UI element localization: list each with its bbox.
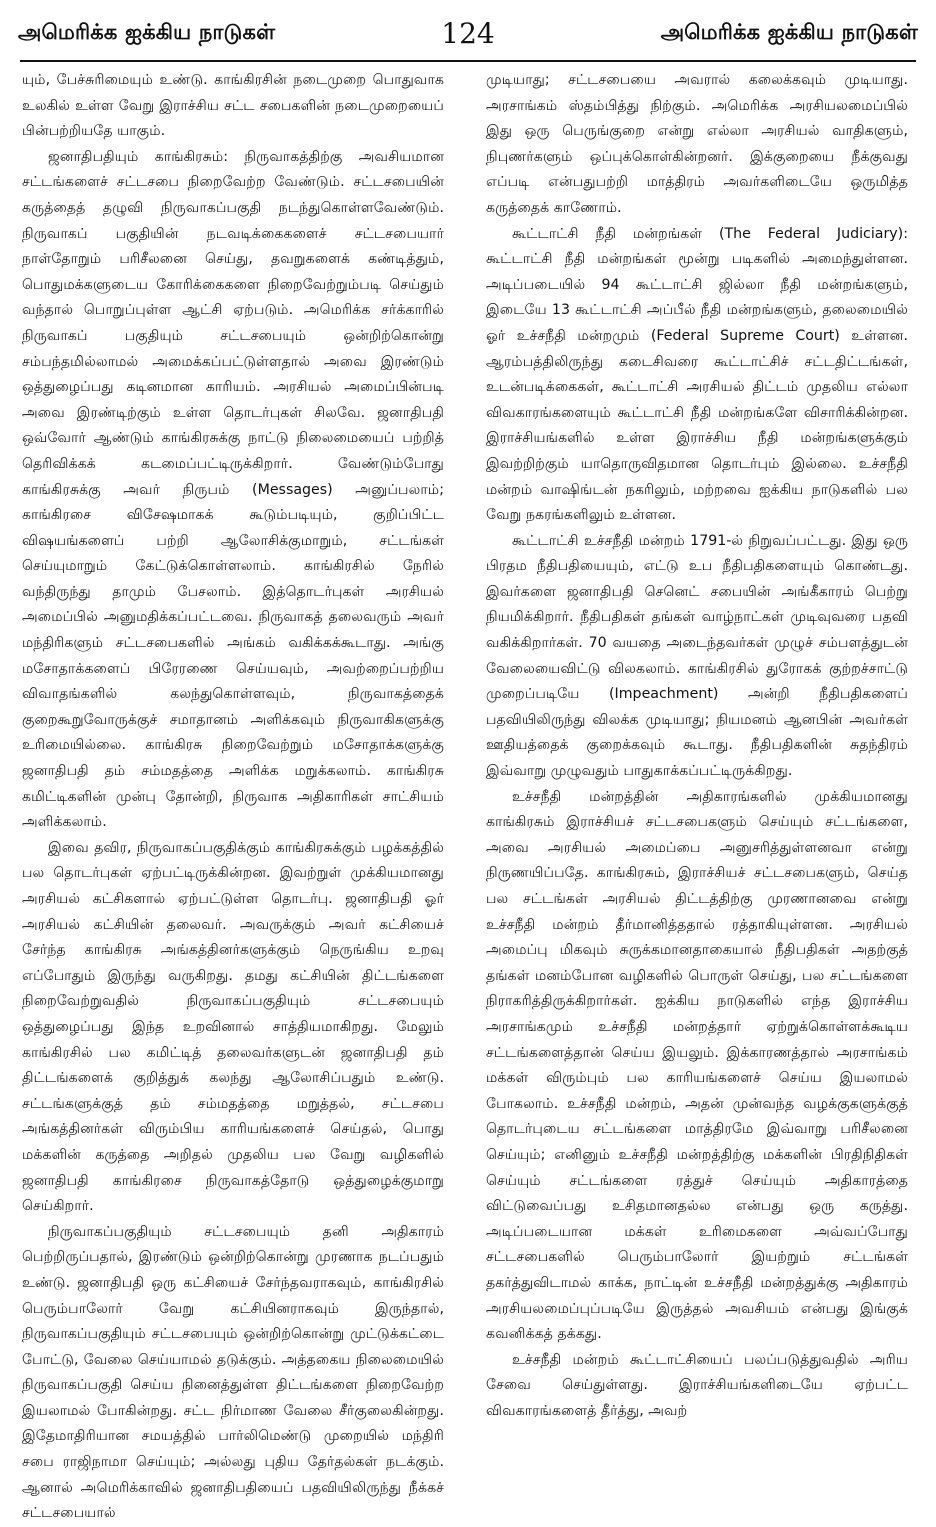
paragraph: கூட்டாட்சி உச்சநீதி மன்றம் 1791-ல் நிறுவப்பட்டது. இது ஒரு பிரதம நீதிபதியையும், எட்டு உப நீதிபதிகளையும் கொண்டது. இவர்களை ஜனாதிபதி செனெட் சபையின் அங்கீகாரம் பெற்று நியமிக்கிறார். நீதிபதிகள் தங்கள் வாழ்நாட்கள் முடிவுவரை பதவி வகிக்கிறார்கள். 70 வயதை அடைந்தவர்கள் முழுச் சம்பளத்துடன் வேலையைவிட்டு விலகலாம். காங்கிரசில் துரோகக் குற்றச்சாட்டு முறைப்படியே (Impeachment) அன்றி நீதிபதிகளைப் பதவியிலிருந்து விலக்க முடியாது; நியமனம் ஆனபின் அவர்கள் ஊதியத்தைக் குறைக்கவும் கூடாது. நீதிபதிகளின் சுதந்திரம் இவ்வாறு முழுவதும் பாதுகாக்கப்பட்டிருக்கிறது. bbox=[486, 532, 908, 780]
paragraph: கூட்டாட்சி நீதி மன்றங்கள் (The Federal Judiciary): கூட்டாட்சி நீதி மன்றங்கள் மூன்று படிகளில் அமைந்துள்ளன. அடிப்படையில் 94 கூட்டாட்சி ஜில்லா நீதி மன்றங்களும், இடையே 13 கூட்டாட்சி அப்பீல் நீதி மன்றங்களும், தலைமையில் ஓர் உச்சநீதி மன்றமும் (Federal Supreme Court) உள்ளன. ஆரம்பத்திலிருந்து கடைசிவரை கூட்டாட்சிச் சட்டதிட்டங்கள், உடன்படிக்கைகள், கூட்டாட்சி அரசியல் திட்டம் முதலிய எல்லா விவகாரங்களையும் கூட்டாட்சி நீதி மன்றங்களே விசாரிக்கின்றன. இராச்சியங்களில் உள்ள இராச்சிய நீதி மன்றங்களுக்கும் இவற்றிற்கும் யாதொருவிதமான தொடர்பும் இல்லை. உச்சநீதி மன்றம் வாஷிங்டன் நகரிலும், மற்றவை ஐக்கிய நாடுகளில் பல வேறு நகரங்களிலும் உள்ளன. bbox=[486, 225, 908, 524]
running-title-right: அமெரிக்க ஐக்கிய நாடுகள் bbox=[660, 19, 918, 44]
paragraph: இவை தவிர, நிருவாகப்பகுதிக்கும் காங்கிரசுக்கும் பழக்கத்தில் பல தொடர்புகள் ஏற்பட்டிருக்கின்றன. இவற்றுள் முக்கியமானது அரசியல் கட்சிகளால் ஏற்பட்டுள்ள தொடர்பு. ஜனாதிபதி ஓர் அரசியல் கட்சியின் தலைவர். அவருக்கும் அவர் கட்சியைச் சேர்ந்த காங்கிரசு அங்கத்தினர்களுக்கும் நெருங்கிய உறவு எப்போதும் இருந்து வருகிறது. தமது கட்சியின் திட்டங்களை நிறைவேற்றுவதில் நிருவாகப்பகுதியும் சட்டசபையும் ஒத்துழைப்பது இந்த உறவினால் சாத்தியமாகிறது. மேலும் காங்கிரசில் பல கமிட்டித் தலைவர்களுடன் ஜனாதிபதி தம் திட்டங்களைக் குறித்துக் கலந்து ஆலோசிப்பதும் உண்டு. சட்டங்களுக்குத் தம் சம்மதத்தை மறுத்தல், சட்டசபை அங்கத்தினர்கள் விரும்பிய காரியங்களைச் செய்தல், பொது மக்களின் கருத்தை அறிதல் முதலிய பல வேறு வழிகளில் ஜனாதிபதி காங்கிரசை நிருவாகத்தோடு ஒத்துழைக்குமாறு செய்கிறார். bbox=[22, 839, 444, 1215]
paragraph: யும், பேச்சுரிமையும் உண்டு. காங்கிரசின் நடைமுறை பொதுவாக உலகில் உள்ள வேறு இராச்சிய சட்ட சபைகளின் நடைமுறையைப் பின்பற்றியதே யாகும். bbox=[22, 72, 444, 140]
header-rule bbox=[20, 60, 916, 62]
paragraph: முடியாது; சட்டசபையை அவரால் கலைக்கவும் முடியாது. அரசாங்கம் ஸ்தம்பித்து நிற்கும். அமெரிக்க அரசியலமைப்பில் இது ஒரு பெருங்குறை என்று எல்லா அரசியல் வாதிகளும், நிபுணர்களும் ஒப்புக்கொள்கின்றனர். இக்குறையை நீக்குவது எப்படி என்பதுபற்றி மாத்திரம் அவர்களிடையே ஒருமித்த கருத்தைக் காணோம். bbox=[486, 72, 908, 216]
page-header bbox=[18, 8, 918, 58]
paragraph: நிருவாகப்பகுதியும் சட்டசபையும் தனி அதிகாரம் பெற்றிருப்பதால், இரண்டும் ஒன்றிற்கொன்று முரணாக நடப்பதும் உண்டு. ஜனாதிபதி ஒரு கட்சியைச் சேர்ந்தவராகவும், காங்கிரசில் பெரும்பாலோர் வேறு கட்சியினராகவும் இருந்தால், நிருவாகப்பகுதியும் சட்டசபையும் ஒன்றிற்கொன்று முட்டுக்கட்டை போட்டு, வேலை செய்யாமல் தடுக்கும். அத்தகைய நிலைமையில் நிருவாகப்பகுதி செய்ய நினைத்துள்ள திட்டங்களை நிறைவேற்ற இயலாமல் போகின்றது. சட்ட நிர்மாண வேலை சீர்குலைகின்றது. இதேமாதிரியான சமயத்தில் பார்லிமெண்டு முறையில் மந்திரி சபை ராஜிநாமா செய்யும்; அல்லது புதிய தேர்தல்கள் நடக்கும். ஆனால் அமெரிக்காவில் ஜனாதிபதியைப் பதவியிலிருந்து நீக்கச் சட்டசபையால் bbox=[22, 1223, 444, 1522]
running-title-left: அமெரிக்க ஐக்கிய நாடுகள் bbox=[18, 19, 276, 44]
right-column bbox=[486, 68, 908, 1419]
page-number: 124 bbox=[441, 16, 495, 50]
paragraph: உச்சநீதி மன்றம் கூட்டாட்சியைப் பலப்படுத்துவதில் அரிய சேவை செய்துள்ளது. இராச்சியங்களிடையே ஏற்பட்ட விவகாரங்களைத் தீர்த்து, அவற் bbox=[486, 1351, 908, 1419]
paragraph: உச்சநீதி மன்றத்தின் அதிகாரங்களில் முக்கியமானது காங்கிரசும் இராச்சியச் சட்டசபைகளும் செய்யும் சட்டங்களை, அவை அரசியல் அமைப்பை அனுசரித்துள்ளனவா என்று நிருணயிப்பதே. காங்கிரசும், இராச்சியச் சட்டசபைகளும், செய்த பல சட்டங்கள் அரசியல் திட்டத்திற்கு முரணானவை என்று உச்சநீதி மன்றம் தீர்மானித்ததால் ரத்தாகியுள்ளன. அரசியல் அமைப்பு மிகவும் சுருக்கமானதாகையால் நீதிபதிகள் அதற்குத் தங்கள் மனம்போன வழிகளில் பொருள் செய்து, பல சட்டங்களை நிராகரித்திருக்கிறார்கள். ஐக்கிய நாடுகளில் எந்த இராச்சிய அரசாங்கமும் உச்சநீதி மன்றத்தார் ஏற்றுக்கொள்ளக்கூடிய சட்டங்களைத்தான் செய்ய இயலும். இக்காரணத்தால் அரசாங்கம் மக்கள் விரும்பும் பல காரியங்களைச் செய்ய இயலாமல் போகலாம். உச்சநீதி மன்றம், அதன் முன்வந்த வழக்குகளுக்குத் தொடர்புடைய சட்டங்களை மாத்திரமே இவ்வாறு பரிசீலனை செய்யும்; எனினும் உச்சநீதி மன்றத்திற்கு மக்களின் பிரதிநிதிகள் செய்யும் சட்டங்களை ரத்துச் செய்யும் அதிகாரத்தை விட்டுவைப்பது உசிதமானதல்ல என்பது ஒரு கருத்து. அடிப்படையான மக்கள் உரிமைகளை அவ்வப்போது சட்டசபைகளில் பெரும்பாலோர் இயற்றும் சட்டங்கள் தகர்த்துவிடாமல் காக்க, நாட்டின் உச்சநீதி மன்றத்துக்கு அதிகாரம் அரசியலமைப்புப்படியே இருத்தல் அவசியம் என்பது இங்குக் கவனிக்கத் தக்கது. bbox=[486, 788, 908, 1343]
paragraph: ஜனாதிபதியும் காங்கிரசும்: நிருவாகத்திற்கு அவசியமான சட்டங்களைச் சட்டசபை நிறைவேற்ற வேண்டும். சட்டசபையின் கருத்தைத் தழுவி நிருவாகப்பகுதி நடந்துகொள்ளவேண்டும். நிருவாகப் பகுதியின் நடவடிக்கைகளைச் சட்டசபையார் நாள்தோறும் பரிசீலனை செய்து, தவறுகளைக் கண்டித்தும், பொதுமக்களுடைய கோரிக்கைகளை நிறைவேற்றும்படி செய்தும் வந்தால் பொறுப்புள்ள ஆட்சி ஏற்படும். அமெரிக்க சர்க்காரில் நிருவாகப் பகுதியும் சட்டசபையும் ஒன்றிற்கொன்று சம்பந்தமில்லாமல் அமைக்கப்பட்டுள்ளதால் அவை இரண்டும் ஒத்துழைப்பது கடினமான காரியம். அரசியல் அமைப்பின்படி அவை இரண்டிற்கும் உள்ள தொடர்புகள் சிலவே. ஜனாதிபதி ஒவ்வோர் ஆண்டும் காங்கிரசுக்கு நாட்டு நிலைமையைப் பற்றித் தெரிவிக்கக் கடமைப்பட்டிருக்கிறார். வேண்டும்போது காங்கிரசுக்கு அவர் நிருபம் (Messages) அனுப்பலாம்; காங்கிரசை விசேஷமாகக் கூடும்படியும், குறிப்பிட்ட விஷயங்களைப் பற்றி ஆலோசிக்குமாறும், சட்டங்கள் செய்யுமாறும் கேட்டுக்கொள்ளலாம். காங்கிரசில் நேரில் வந்திருந்து தாமும் பேசலாம். இத்தொடர்புகள் அரசியல் அமைப்பில் அனுமதிக்கப்பட்டவை. நிருவாகத் தலைவரும் அவர் மந்திரிகளும் சட்டசபைகளில் அங்கம் வகிக்கக்கூடாது. அங்கு மசோதாக்களைப் பிரேரணை செய்யவும், அவற்றைப்பற்றிய விவாதங்களில் கலந்துகொள்ளவும், நிருவாகத்தைக் குறைகூறுவோருக்குச் சமாதானம் அளிக்கவும் நிருவாகிகளுக்கு உரிமையில்லை. காங்கிரசு நிறைவேற்றும் மசோதாக்களுக்கு ஜனாதிபதி தம் சம்மதத்தை அளிக்க மறுக்கலாம். காங்கிரசு கமிட்டிகளின் முன்பு தோன்றி, நிருவாக அதிகாரிகள் சாட்சியம் அளிக்கலாம். bbox=[22, 148, 444, 831]
left-column bbox=[22, 68, 444, 1522]
